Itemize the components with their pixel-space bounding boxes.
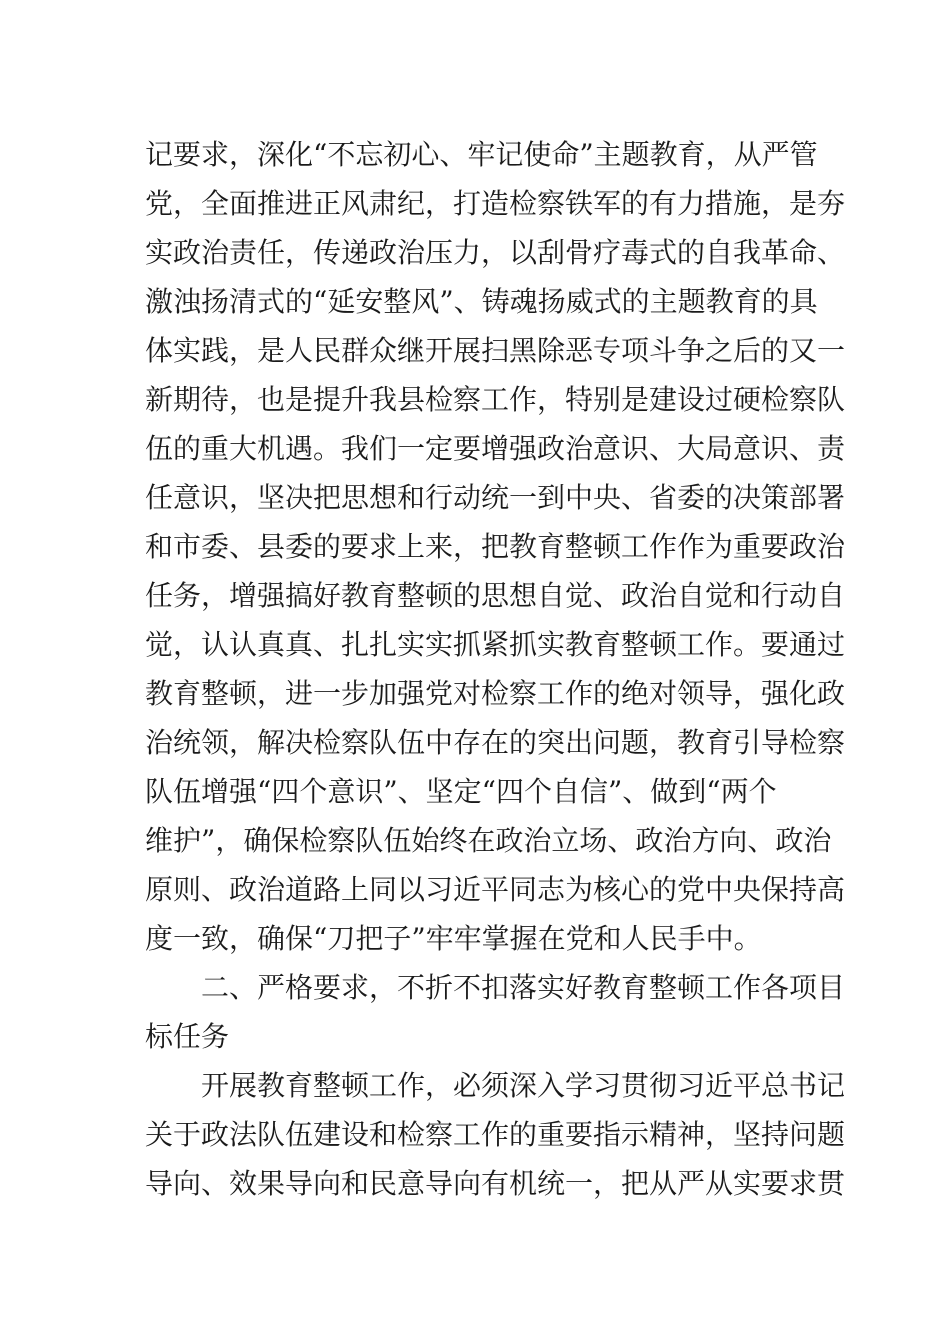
paragraph-line: 导向、效果导向和民意导向有机统一，把从严从实要求贯	[145, 1167, 846, 1200]
body-line: 教育整顿，进一步加强党对检察工作的绝对领导，强化政	[145, 677, 846, 710]
body-line: 实政治责任，传递政治压力，以刮骨疗毒式的自我革命、	[145, 236, 846, 269]
body-line: 党，全面推进正风肃纪，打造检察铁军的有力措施，是夯	[145, 187, 846, 220]
section-heading-continued: 标任务	[145, 1020, 230, 1053]
body-line: 记要求，深化“不忘初心、牢记使命”主题教育，从严管	[145, 138, 818, 171]
body-line: 激浊扬清式的“延安整风”、铸魂扬威式的主题教育的具	[145, 285, 818, 318]
body-line: 任务，增强搞好教育整顿的思想自觉、政治自觉和行动自	[145, 579, 846, 612]
document-body	[145, 130, 846, 1208]
body-line: 觉，认认真真、扎扎实实抓紧抓实教育整顿工作。要通过	[145, 628, 846, 661]
body-line: 任意识，坚决把思想和行动统一到中央、省委的决策部署	[145, 481, 846, 514]
paragraph-line: 开展教育整顿工作，必须深入学习贯彻习近平总书记	[201, 1069, 846, 1102]
section-heading: 二、严格要求，不折不扣落实好教育整顿工作各项目	[201, 971, 846, 1004]
body-line: 伍的重大机遇。我们一定要增强政治意识、大局意识、责	[145, 432, 846, 465]
body-line: 体实践，是人民群众继开展扫黑除恶专项斗争之后的又一	[145, 334, 846, 367]
body-line: 维护”，确保检察队伍始终在政治立场、政治方向、政治	[145, 824, 832, 857]
body-line: 新期待，也是提升我县检察工作，特别是建设过硬检察队	[145, 383, 846, 416]
body-line: 治统领，解决检察队伍中存在的突出问题，教育引导检察	[145, 726, 846, 759]
paragraph-line: 关于政法队伍建设和检察工作的重要指示精神，坚持问题	[145, 1118, 846, 1151]
body-line: 原则、政治道路上同以习近平同志为核心的党中央保持高	[145, 873, 846, 906]
body-line: 和市委、县委的要求上来，把教育整顿工作作为重要政治	[145, 530, 846, 563]
body-line: 度一致，确保“刀把子”牢牢掌握在党和人民手中。	[145, 922, 762, 955]
body-line: 队伍增强“四个意识”、坚定“四个自信”、做到“两个	[145, 775, 777, 808]
